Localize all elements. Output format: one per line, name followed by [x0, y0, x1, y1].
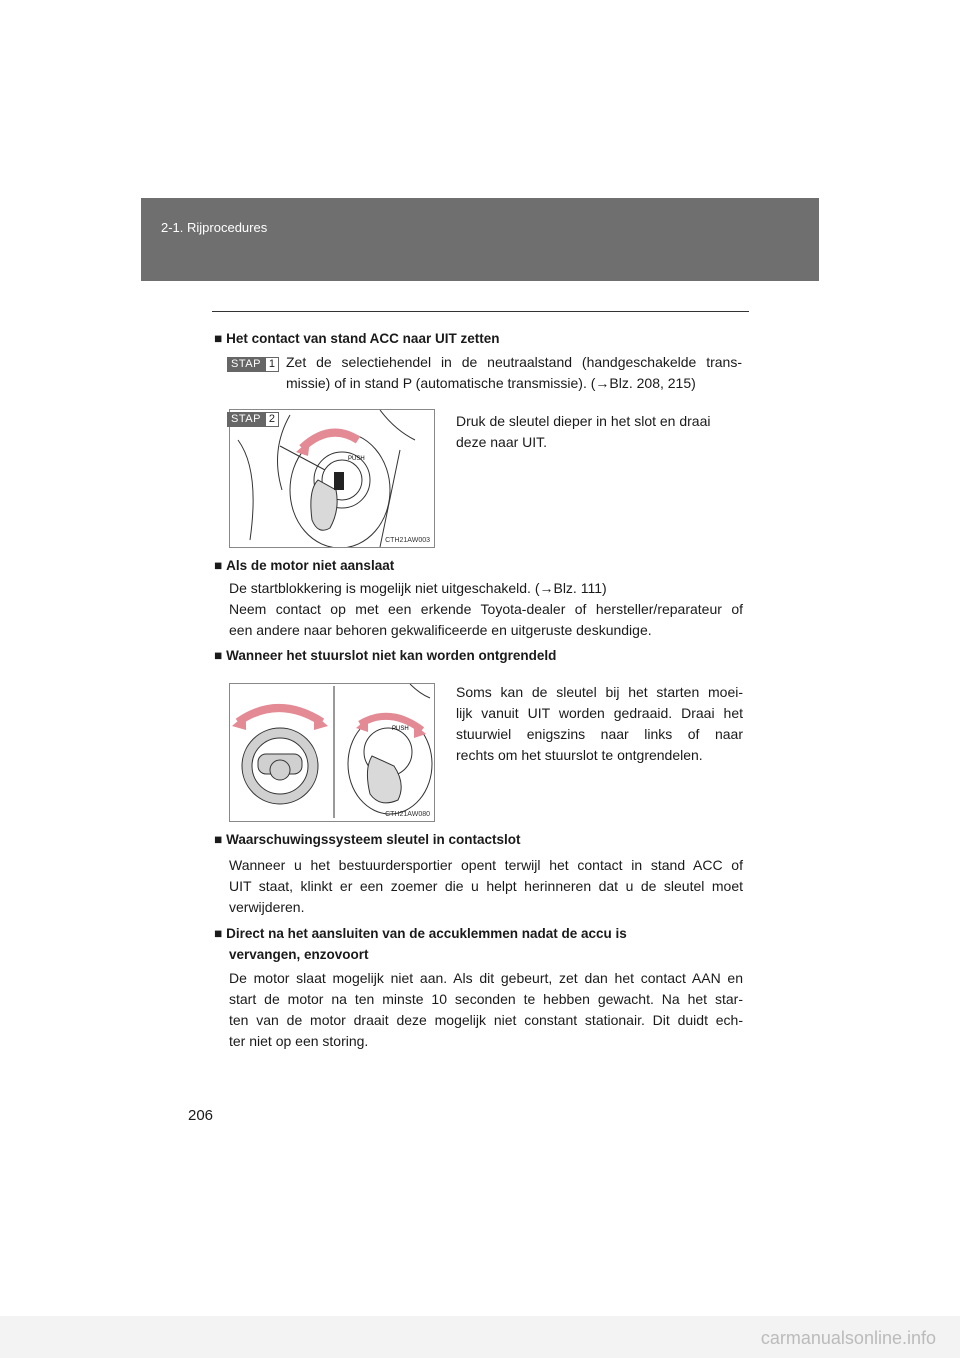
- divider-rule: [212, 311, 749, 312]
- key-warning-text: [229, 855, 743, 918]
- step-2-badge: [227, 412, 279, 427]
- figure-code: CTH21AW080: [385, 811, 430, 818]
- engine-not-start-text: [229, 578, 743, 641]
- heading-text: Wanneer het stuurslot niet kan worden ontgrendeld: [226, 648, 557, 663]
- step-1-badge: [227, 357, 279, 372]
- text-line: Zet de selectiehendel in de neutraalstand (handgeschakelde trans-: [286, 354, 742, 370]
- text-line: start de motor na ten minste 10 seconden te hebben gewacht. Na het star-: [229, 991, 743, 1007]
- text-line: De motor slaat mogelijk niet aan. Als dit gebeurt, zet dan het contact AAN en: [229, 970, 743, 986]
- heading-text: Waarschuwingssysteem sleutel in contactslot: [226, 832, 521, 847]
- bullet-square: ■: [214, 926, 223, 941]
- watermark: carmanualsonline.info: [760, 1328, 936, 1348]
- bullet-square: ■: [214, 331, 223, 346]
- text-line: ten van de motor draait deze mogelijk niet constant stationair. Dit duidt ech-: [229, 1012, 743, 1028]
- bullet-square: ■: [214, 558, 223, 573]
- step-number: 2: [265, 412, 279, 427]
- step-number: 1: [265, 357, 279, 372]
- step-label: STAP: [227, 357, 265, 372]
- text-line: Soms kan de sleutel bij het starten moei-: [456, 684, 743, 700]
- step-2-text: [456, 411, 748, 453]
- steering-lock-text: [456, 682, 743, 766]
- text-line: Neem contact op met een erkende Toyota-dealer of hersteller/reparateur of: [229, 601, 743, 617]
- heading-text: vervangen, enzovoort: [229, 947, 369, 962]
- bullet-square: ■: [214, 832, 223, 847]
- footer-watermark-bar: [0, 1316, 960, 1358]
- battery-reconnect-text: [229, 968, 743, 1052]
- heading-text: Als de motor niet aanslaat: [226, 558, 395, 573]
- text-line: Druk de sleutel dieper in het slot en draai: [456, 413, 711, 429]
- text-line: verwijderen.: [229, 899, 305, 915]
- step-label: STAP: [227, 412, 265, 427]
- text-line: ter niet op een storing.: [229, 1033, 369, 1049]
- steering-wheel-figure: [229, 683, 435, 822]
- heading-engine-not-start: [214, 558, 394, 573]
- push-label: PUSH: [348, 456, 365, 462]
- text-line: De startblokkering is mogelijk niet uitgeschakeld. (→Blz. 111): [229, 580, 607, 596]
- text-line: UIT staat, klinkt er een zoemer die u helpt herinneren dat u de sleutel moet: [229, 878, 743, 894]
- text-line: deze naar UIT.: [456, 434, 548, 450]
- ignition-key-illustration: [230, 410, 434, 547]
- text-line: rechts om het stuurslot te ontgrendelen.: [456, 747, 703, 763]
- heading-steering-lock: [214, 648, 556, 663]
- heading-key-warning: [214, 832, 521, 847]
- heading-battery-reconnect: [214, 923, 627, 965]
- section-title: 2-1. Rijprocedures: [161, 220, 268, 235]
- text-line: missie) of in stand P (automatische transmissie). (→Blz. 208, 215): [286, 375, 696, 391]
- text-line: lijk vanuit UIT worden gedraaid. Draai het: [456, 705, 743, 721]
- heading-acc-to-uit: [214, 331, 499, 346]
- step-1-text: [286, 352, 742, 394]
- heading-text: Direct na het aansluiten van de accuklemmen nadat de accu is: [226, 926, 627, 941]
- steering-wheel-illustration: [230, 684, 434, 821]
- bullet-square: ■: [214, 648, 223, 663]
- figure-code: CTH21AW003: [385, 537, 430, 544]
- text-line: Wanneer u het bestuurdersportier opent terwijl het contact in stand ACC of: [229, 857, 743, 873]
- heading-text: Het contact van stand ACC naar UIT zetten: [226, 331, 500, 346]
- section-header-bar: [141, 198, 819, 281]
- ignition-key-figure: [229, 409, 435, 548]
- text-line: stuurwiel enigszins naar links of naar: [456, 726, 743, 742]
- text-line: een andere naar behoren gekwalificeerde en uitgeruste deskundige.: [229, 622, 652, 638]
- page-number: 206: [188, 1107, 214, 1124]
- push-label: PUSH: [392, 726, 409, 732]
